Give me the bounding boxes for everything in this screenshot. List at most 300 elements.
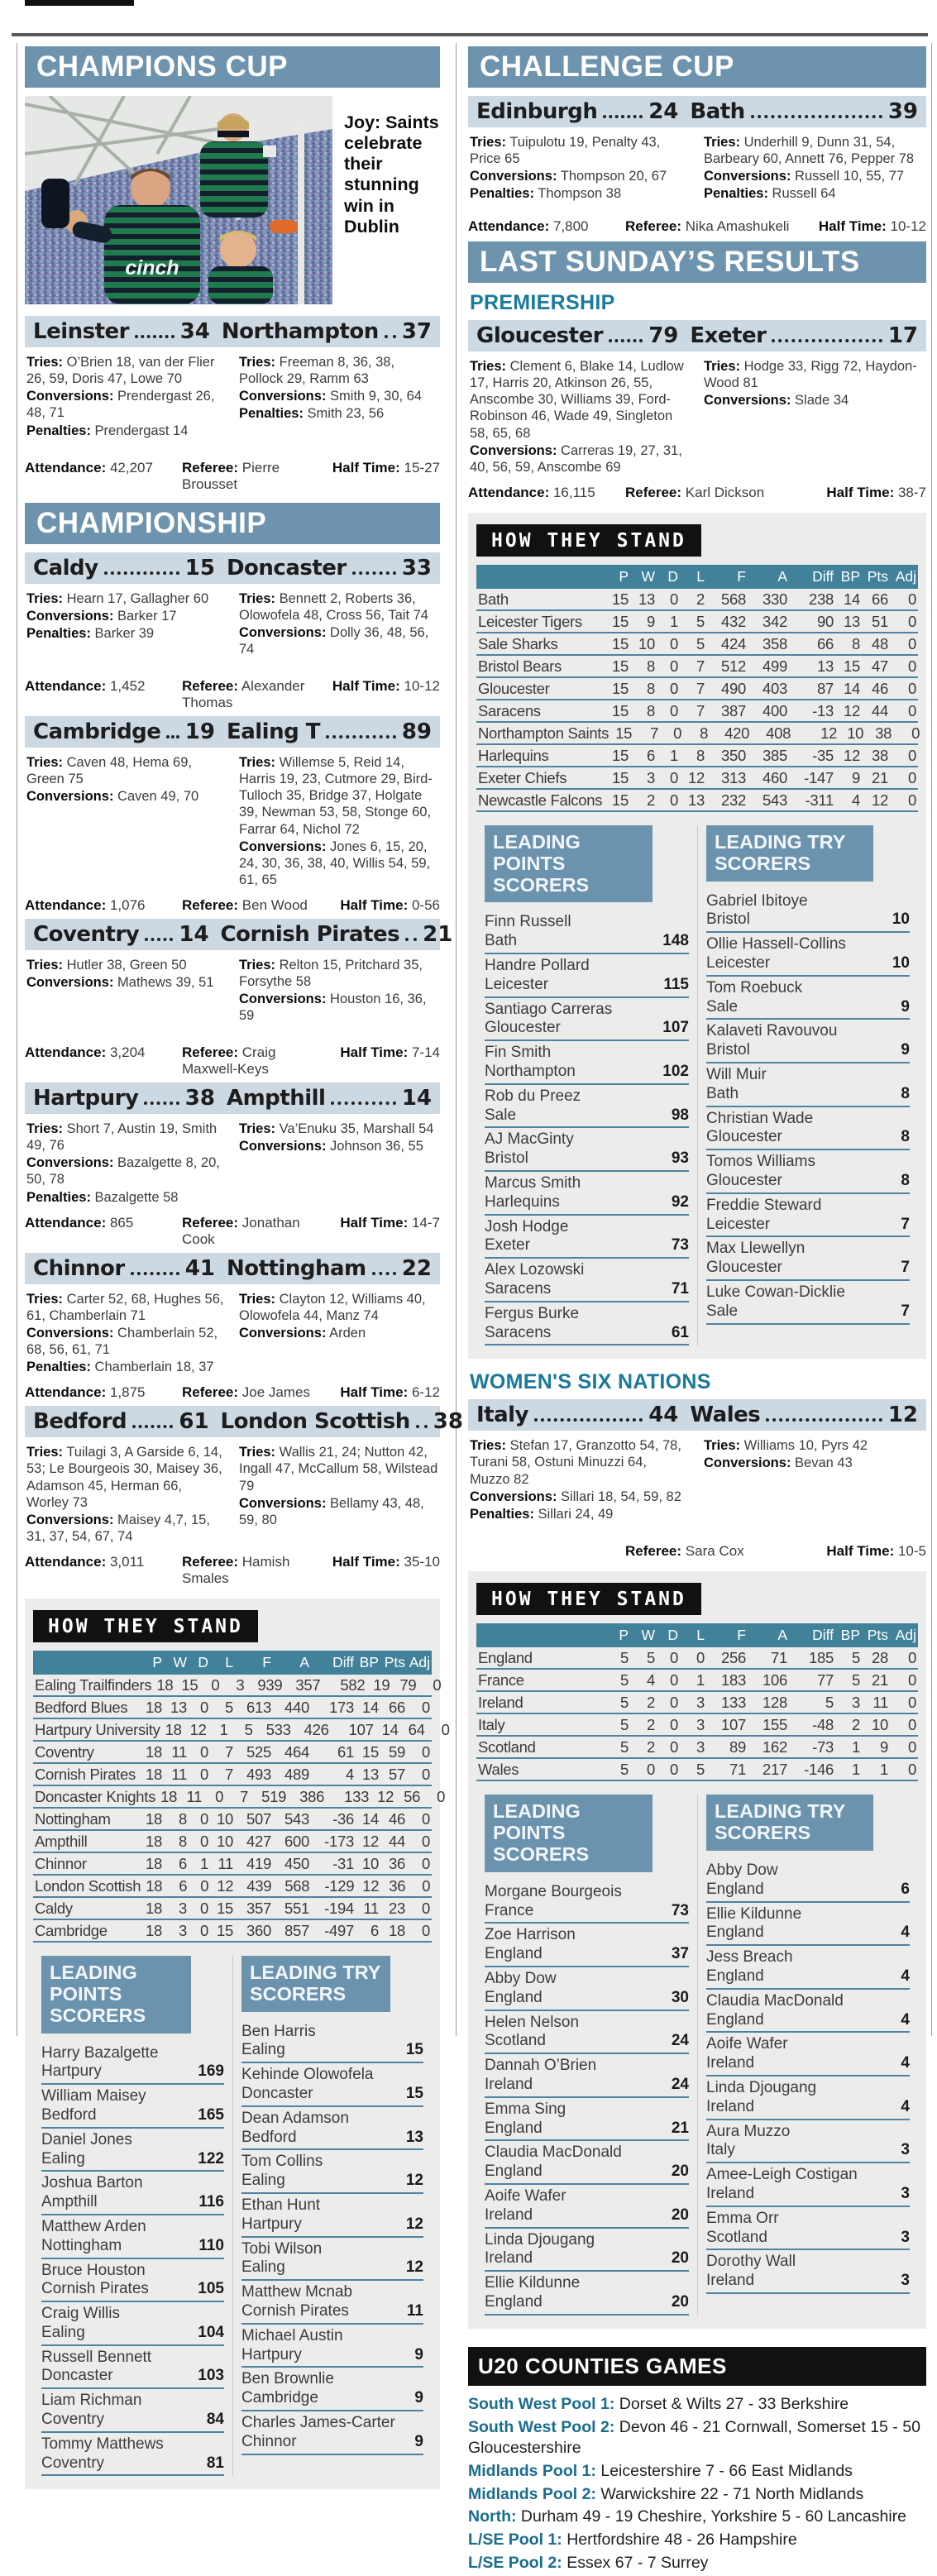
standings-row: Northampton Saints 15 7 0 8 420 408 12 10 38 0 [476, 723, 918, 745]
score-line-label: Conversions: [239, 389, 327, 404]
scorer-team: Chinnor [241, 2432, 297, 2450]
team-cell: Scotland [478, 1738, 536, 1756]
score-line-text: Houston 16, 36, 59 [239, 992, 427, 1024]
u20-result-text: Durham 49 - 19 Cheshire, Yorkshire 5 - 60 Lancashire [520, 2507, 906, 2526]
referee: Referee: Ben Wood [182, 897, 308, 913]
score-line [704, 1455, 925, 1471]
scorer-team: Ireland [485, 2076, 533, 2094]
away-score-details [239, 1121, 438, 1207]
standings-row: Ealing Trailfinders 18 15 0 3 939 357 582 19 79 0 [33, 1675, 432, 1697]
scorer-team: Nottingham [41, 2236, 122, 2254]
match-footer [25, 897, 440, 914]
match-teams-bar [25, 1082, 440, 1114]
score-line-text: O’Brien 18, van der Flier 26, 59, Doris 47, Lowe 70 [26, 355, 215, 387]
scorer-entry [706, 2120, 910, 2164]
scorer-team: England [706, 1880, 764, 1898]
scorer-team: Gloucester [706, 1259, 782, 1277]
away-score-details [704, 134, 925, 210]
leading-points-title: LEADING POINTS SCORERS [485, 1795, 653, 1872]
scorer-name: Rob du Preez [485, 1087, 581, 1105]
scorer-team: Ampthill [41, 2193, 98, 2211]
score-line-label: Conversions: [470, 1489, 557, 1504]
home-team-name: Cambridge [33, 719, 161, 744]
scorer-name: Claudia MacDonald [706, 1991, 844, 2010]
score-line [239, 388, 438, 404]
score-line-label: Tries: [239, 958, 276, 973]
score-line-text: Relton 15, Pritchard 35, Forsythe 58 [239, 958, 423, 990]
score-line-label: Conversions: [239, 1495, 327, 1511]
leading-try-title: LEADING TRY SCORERS [706, 1795, 873, 1851]
scorer-entry [41, 2042, 224, 2086]
score-line [704, 1437, 925, 1454]
match-photo [25, 96, 332, 304]
attendance: Attendance: 3,011 [25, 1554, 145, 1570]
scorer-team: Ireland [706, 2272, 755, 2290]
team-cell: Ampthill [35, 1833, 88, 1850]
score-line-label: Conversions: [704, 393, 791, 409]
scorer-value: 116 [198, 2193, 224, 2211]
scorer-value: 21 [671, 2119, 689, 2137]
score-line [239, 1121, 438, 1137]
standings-row: Bedford Blues 18 13 0 5 613 440 173 14 66 0 [33, 1697, 432, 1719]
u20-pool-label: Midlands Pool 2: [468, 2484, 596, 2503]
score-line-text: Clement 6, Blake 14, Ludlow 17, Harris 20, Atkinson 26, 55, Anscombe 30, Williams 39, Ford-Robinson 46, Wade 49, Singleton 58, 65, 68 [470, 359, 684, 441]
score-line-label: Penalties: [470, 1506, 534, 1522]
half-time: Half Time: 15-27 [332, 460, 440, 476]
home-team-name: Italy [476, 1403, 529, 1428]
score-line-text: Hodge 33, Rigg 72, Haydon-Wood 81 [704, 359, 917, 391]
u20-pool-label: North: [468, 2507, 517, 2526]
scorer-team: Sale [706, 997, 739, 1016]
scorer-team: England [485, 1945, 543, 1963]
attendance: Attendance: 865 [25, 1214, 134, 1231]
away-team-score: 22 [401, 1255, 432, 1281]
home-score-details [470, 1437, 691, 1535]
scorer-name: Amee-Leigh Costigan [706, 2166, 858, 2184]
score-line [470, 442, 691, 476]
score-line-label: Conversions: [704, 1455, 791, 1471]
score-line [26, 1189, 226, 1206]
away-score-details [239, 754, 438, 889]
scorer-name: Kalaveti Ravouvou [706, 1022, 838, 1040]
score-line [26, 974, 226, 991]
scorer-name: Dorothy Wall [706, 2253, 796, 2271]
home-team-score: 61 [179, 1409, 209, 1435]
scorer-team: Northampton [485, 1062, 576, 1080]
score-line-text: Bellamy 43, 48, 59, 80 [239, 1495, 424, 1527]
away-team-score: 38 [433, 1409, 463, 1435]
score-line-text: Smith 9, 30, 64 [330, 389, 423, 404]
score-line [470, 1437, 691, 1487]
score-line-text: Dolly 36, 48, 56, 74 [239, 625, 429, 657]
championship-match [25, 716, 440, 914]
scorer-entry [241, 2150, 423, 2194]
home-team-score: 24 [648, 99, 679, 124]
scorer-name: Gabriel Ibitoye [706, 891, 808, 910]
home-team-score: 38 [184, 1086, 215, 1111]
away-team-name: Cornish Pirates [220, 922, 400, 947]
scorer-name: AJ MacGinty [485, 1130, 574, 1149]
score-line-label: Tries: [239, 355, 276, 370]
scorer-entry [706, 1063, 910, 1107]
score-line [26, 1121, 226, 1154]
score-line-text: Bevan 43 [795, 1455, 853, 1471]
scorer-team: Ireland [706, 2054, 755, 2072]
championship-match [25, 1253, 440, 1402]
standings-header-row: P W D L F A Diff BP Pts Adj [476, 565, 918, 589]
scorer-value: 4 [901, 1924, 910, 1942]
scorer-entry [485, 1924, 689, 1967]
scorer-value: 3 [901, 2228, 910, 2246]
how-they-stand-label: HOW THEY STAND [476, 524, 701, 557]
home-team-score: 34 [179, 319, 210, 344]
leader-dots [609, 339, 643, 342]
scorer-team: Bath [706, 1084, 739, 1102]
scorer-name: Emma Sing [485, 2100, 567, 2118]
scorer-name: Ben Harris [241, 2022, 316, 2040]
scorer-team: Bedford [241, 2128, 297, 2146]
scorer-name: Emma Orr [706, 2209, 779, 2227]
scorer-entry [706, 1150, 910, 1194]
scorer-name: Dannah O’Brien [485, 2057, 597, 2075]
scorer-name: Abby Dow [706, 1862, 778, 1880]
home-score-details [26, 1291, 226, 1377]
standings-row: Hartpury University 18 12 1 5 533 426 107 14 64 0 [33, 1719, 432, 1742]
team-cell: Harlequins [478, 746, 549, 764]
u20-result-text: Leicestershire 7 - 66 East Midlands [600, 2462, 853, 2481]
score-line [470, 1506, 691, 1522]
score-line-label: Penalties: [239, 406, 304, 422]
away-team-score: 33 [401, 556, 432, 581]
scorer-team: Coventry [41, 2454, 105, 2472]
scorer-entry [485, 1172, 689, 1216]
scorer-value: 81 [206, 2454, 224, 2472]
scorer-team: Bristol [706, 1041, 750, 1059]
scorer-value: 8 [901, 1171, 910, 1189]
leader-dots [385, 335, 396, 338]
score-line-label: Tries: [26, 1445, 64, 1460]
away-score-details [704, 1437, 925, 1535]
attendance: Attendance: 42,207 [25, 460, 153, 476]
column-divider-rule [456, 43, 457, 2036]
scorer-name: Marcus Smith [485, 1173, 581, 1192]
scorer-name: Christian Wade [706, 1109, 814, 1127]
leader-dots [766, 1418, 882, 1422]
standings-row: Bristol Bears 15 8 0 7 512 499 13 15 47 0 [476, 656, 918, 678]
scorer-entry [706, 1107, 910, 1151]
score-line [26, 1154, 226, 1188]
match-teams-bar [25, 1253, 440, 1284]
score-line [239, 1495, 438, 1528]
scorer-team: Exeter [485, 1236, 530, 1255]
home-team-score: 14 [179, 922, 209, 947]
score-line-label: Tries: [239, 1121, 276, 1136]
scorer-name: Bruce Houston [41, 2261, 146, 2279]
score-line [239, 405, 438, 422]
standings-row: Exeter Chiefs 15 3 0 12 313 460 -147 9 21 0 [476, 767, 918, 790]
standings-row: Ireland 5 2 0 3 133 128 5 3 11 0 [476, 1692, 918, 1714]
away-team-name: Exeter [690, 323, 767, 348]
score-line-text: Short 7, Austin 19, Smith 49, 76 [26, 1121, 218, 1154]
scorer-entry [706, 2033, 910, 2077]
scorer-value: 84 [206, 2411, 224, 2429]
scorer-name: Tom Roebuck [706, 978, 803, 996]
score-line-label: Conversions: [470, 442, 557, 458]
scorer-value: 73 [671, 1236, 689, 1255]
scorer-entry [485, 1967, 689, 2011]
scorer-name: Luke Cowan-Dicklie [706, 1283, 845, 1301]
leader-dots [144, 1102, 179, 1105]
score-line-label: Tries: [704, 359, 741, 374]
scorer-value: 103 [198, 2367, 224, 2385]
u20-counties-games-header: U20 COUNTIES GAMES [468, 2347, 926, 2386]
score-line [470, 168, 691, 184]
scorer-entry [241, 2020, 423, 2064]
how-they-stand-label: HOW THEY STAND [33, 1610, 258, 1642]
score-line-label: Tries: [26, 591, 64, 606]
scorer-name: Finn Russell [485, 913, 571, 931]
scorer-team: England [706, 2010, 764, 2029]
half-time: Half Time: 10-12 [818, 218, 926, 234]
attendance: Attendance: 16,115 [468, 484, 595, 500]
championship-scorers [33, 1956, 432, 2476]
score-line-text: Carter 52, 68, Hughes 56, 61, Chamberlain 71 [26, 1291, 224, 1323]
leading-points-title: LEADING POINTS SCORERS [41, 1956, 191, 2034]
scorer-entry [41, 2389, 224, 2433]
home-score-details [470, 358, 691, 476]
leader-dots [772, 339, 882, 342]
score-line-label: Conversions: [704, 169, 791, 184]
score-line [239, 754, 438, 838]
scorer-entry [41, 2215, 224, 2259]
score-line-label: Conversions: [239, 625, 327, 641]
score-line-label: Tries: [26, 355, 64, 370]
top-rule [12, 33, 928, 36]
scorer-name: Ollie Hassell-Collins [706, 935, 846, 953]
scorer-entry [241, 2194, 423, 2238]
away-team-name: Ampthill [226, 1086, 326, 1111]
team-cell: Sale Sharks [478, 634, 558, 652]
scorer-value: 9 [414, 2432, 423, 2450]
team-cell: Gloucester [478, 679, 550, 697]
home-score-details [470, 134, 691, 210]
score-line [26, 625, 226, 642]
leading-points-title: LEADING POINTS SCORERS [485, 825, 653, 903]
scorer-entry [485, 1216, 689, 1259]
leading-try-title: LEADING TRY SCORERS [241, 1956, 390, 2012]
leading-try-title: LEADING TRY SCORERS [706, 825, 873, 882]
standings-row: Cornish Pirates 18 11 0 7 493 489 4 13 57 0 [33, 1764, 432, 1786]
leading-points-scorers [476, 825, 697, 1345]
scorer-team: England [706, 1967, 764, 1986]
score-line-label: Penalties: [26, 1189, 91, 1205]
score-line [704, 358, 925, 391]
scorer-entry [706, 1946, 910, 1990]
scorer-value: 7 [901, 1302, 910, 1320]
womens-standings-table [476, 1623, 918, 1781]
scorer-team: Ireland [485, 2206, 533, 2224]
scorer-value: 20 [671, 2249, 689, 2268]
leader-dots [352, 571, 396, 575]
away-team-name: Ealing T [226, 719, 320, 744]
scorer-value: 13 [405, 2128, 423, 2146]
scorer-team: England [485, 1988, 543, 2006]
score-line-text: Tuipulotu 19, Penalty 43, Price 65 [470, 135, 661, 167]
score-line [239, 354, 438, 387]
score-line [239, 1325, 438, 1341]
score-line-label: Tries: [470, 1438, 507, 1454]
scorer-entry [706, 1990, 910, 2034]
u20-result-line [468, 2507, 926, 2528]
leader-dots [603, 115, 643, 118]
leading-points-scorers [33, 1956, 232, 2476]
champions-cup-match [25, 316, 440, 493]
u20-result-line [468, 2553, 926, 2574]
score-line-label: Conversions: [26, 1155, 114, 1171]
home-team-score: 15 [184, 556, 215, 581]
team-cell: Chinnor [35, 1855, 87, 1872]
scorer-team: Ealing [41, 2149, 85, 2167]
scorer-value: 20 [671, 2206, 689, 2224]
home-team-name: Leinster [33, 319, 129, 344]
referee: Referee: Joe James [182, 1384, 310, 1401]
scorer-team: Doncaster [241, 2085, 313, 2103]
scorer-entry [241, 2411, 423, 2455]
scorer-team: Ealing [241, 2041, 285, 2059]
team-cell: Italy [478, 1716, 505, 1734]
score-line [470, 358, 691, 442]
scorer-entry [706, 1020, 910, 1063]
scorer-name: Charles James-Carter [241, 2414, 395, 2432]
team-cell: Northampton Saints [478, 724, 610, 742]
team-cell: Exeter Chiefs [478, 768, 567, 786]
score-line-label: Penalties: [26, 1360, 91, 1375]
home-team-name: Gloucester [476, 323, 604, 348]
premiership-standings-table [476, 565, 918, 812]
scorer-entry [485, 2054, 689, 2098]
attendance: Attendance: 7,800 [468, 218, 589, 234]
team-cell: Cambridge [35, 1922, 108, 1939]
score-line [26, 1359, 226, 1375]
leader-dots [405, 938, 417, 941]
team-cell: Caldy [35, 1900, 73, 1917]
score-line-label: Tries: [239, 755, 276, 770]
scorer-name: Tobi Wilson [241, 2239, 323, 2258]
scorer-value: 73 [671, 1901, 689, 1919]
score-line [26, 1325, 226, 1358]
standings-row: Doncaster Knights 18 11 0 7 519 386 133 12 56 0 [33, 1786, 432, 1809]
cropped-content-fragment [25, 0, 134, 6]
scorer-value: 3 [901, 2272, 910, 2290]
score-line-text: Arden [329, 1325, 366, 1341]
score-line-label: Tries: [470, 359, 507, 374]
scorer-name: Helen Nelson [485, 2013, 580, 2031]
score-line [704, 392, 925, 409]
score-line-label: Conversions: [26, 1512, 114, 1527]
score-line-text: Wallis 21, 24; Nutton 42, Ingall 47, McCallum 58, Wilstead 79 [239, 1445, 438, 1494]
scorer-entry [706, 1859, 910, 1903]
referee: Referee: Alexander Thomas [182, 678, 305, 710]
referee: Referee: Hamish Smales [182, 1554, 290, 1586]
score-line [239, 1138, 438, 1154]
team-cell: Cornish Pirates [35, 1766, 136, 1783]
challenge-cup-header: CHALLENGE CUP [468, 46, 926, 88]
home-team-name: Hartpury [33, 1086, 139, 1111]
scorer-value: 8 [901, 1128, 910, 1146]
right-column-rule [931, 43, 932, 2036]
match-footer [25, 678, 440, 711]
match-footer [25, 1215, 440, 1248]
score-line [26, 1512, 226, 1545]
leader-dots [145, 938, 173, 941]
score-line [26, 788, 226, 805]
score-line-text: Bazalgette 58 [94, 1189, 179, 1205]
score-line-text: Prendergast 14 [94, 423, 189, 438]
standings-row: England 5 5 0 0 256 71 185 5 28 0 [476, 1647, 918, 1670]
score-line-text: Smith 23, 56 [307, 406, 385, 422]
scorer-name: Tommy Matthews [41, 2435, 164, 2453]
away-team-score: 89 [401, 719, 432, 744]
score-line-text: Maisey 4,7, 15, 31, 37, 54, 67, 74 [26, 1512, 210, 1544]
scorer-name: Aoife Wafer [706, 2035, 788, 2053]
match-footer [25, 1044, 440, 1078]
scorer-team: Ealing [241, 2258, 285, 2277]
scorer-value: 10 [892, 910, 910, 929]
scorer-name: Tom Collins [241, 2153, 323, 2171]
match-teams-bar [25, 552, 440, 584]
team-cell: Nottingham [35, 1810, 111, 1828]
scorer-value: 165 [198, 2105, 224, 2124]
scorer-value: 9 [414, 2389, 423, 2407]
score-line [26, 1291, 226, 1324]
scorer-value: 20 [671, 2163, 689, 2181]
u20-result-line [468, 2461, 926, 2483]
scorer-name: Handre Pollard [485, 957, 590, 974]
team-cell: Bristol Bears [478, 657, 562, 675]
match-footer [468, 1543, 926, 1560]
score-line-text: Barker 39 [94, 626, 155, 642]
u20-pool-label: South West Pool 2: [468, 2417, 615, 2436]
half-time: Half Time: 10-5 [826, 1543, 926, 1560]
scorer-name: Linda Djougang [485, 2230, 595, 2249]
scorer-team: Gloucester [706, 1171, 782, 1189]
score-line-label: Penalties: [704, 186, 768, 202]
scorer-entry [706, 1281, 910, 1325]
scorer-entry [485, 1259, 689, 1302]
scorer-name: Harry Bazalgette [41, 2043, 159, 2062]
attendance: Attendance: 3,204 [25, 1044, 146, 1060]
scorer-value: 30 [671, 1988, 689, 2006]
home-team-name: Bedford [33, 1409, 127, 1435]
scorer-value: 92 [671, 1192, 689, 1211]
score-line-label: Tries: [704, 135, 741, 150]
champions-cup-header: CHAMPIONS CUP [25, 46, 440, 88]
scorer-team: Hartpury [241, 2215, 302, 2233]
team-cell: Newcastle Falcons [478, 791, 603, 809]
scorer-entry [241, 2063, 423, 2107]
premiership-match [468, 320, 926, 501]
womens-standings-panel [468, 1571, 926, 2328]
scorer-team: Hartpury [241, 2345, 302, 2363]
away-team-score: 14 [401, 1086, 432, 1111]
away-score-details [239, 590, 438, 670]
half-time: Half Time: 6-12 [340, 1384, 440, 1401]
scorer-name: Tomos Williams [706, 1153, 815, 1171]
away-team-score: 39 [887, 99, 918, 124]
leading-try-scorers [697, 1795, 918, 2315]
score-line [239, 590, 438, 624]
scorer-entry [241, 2238, 423, 2282]
